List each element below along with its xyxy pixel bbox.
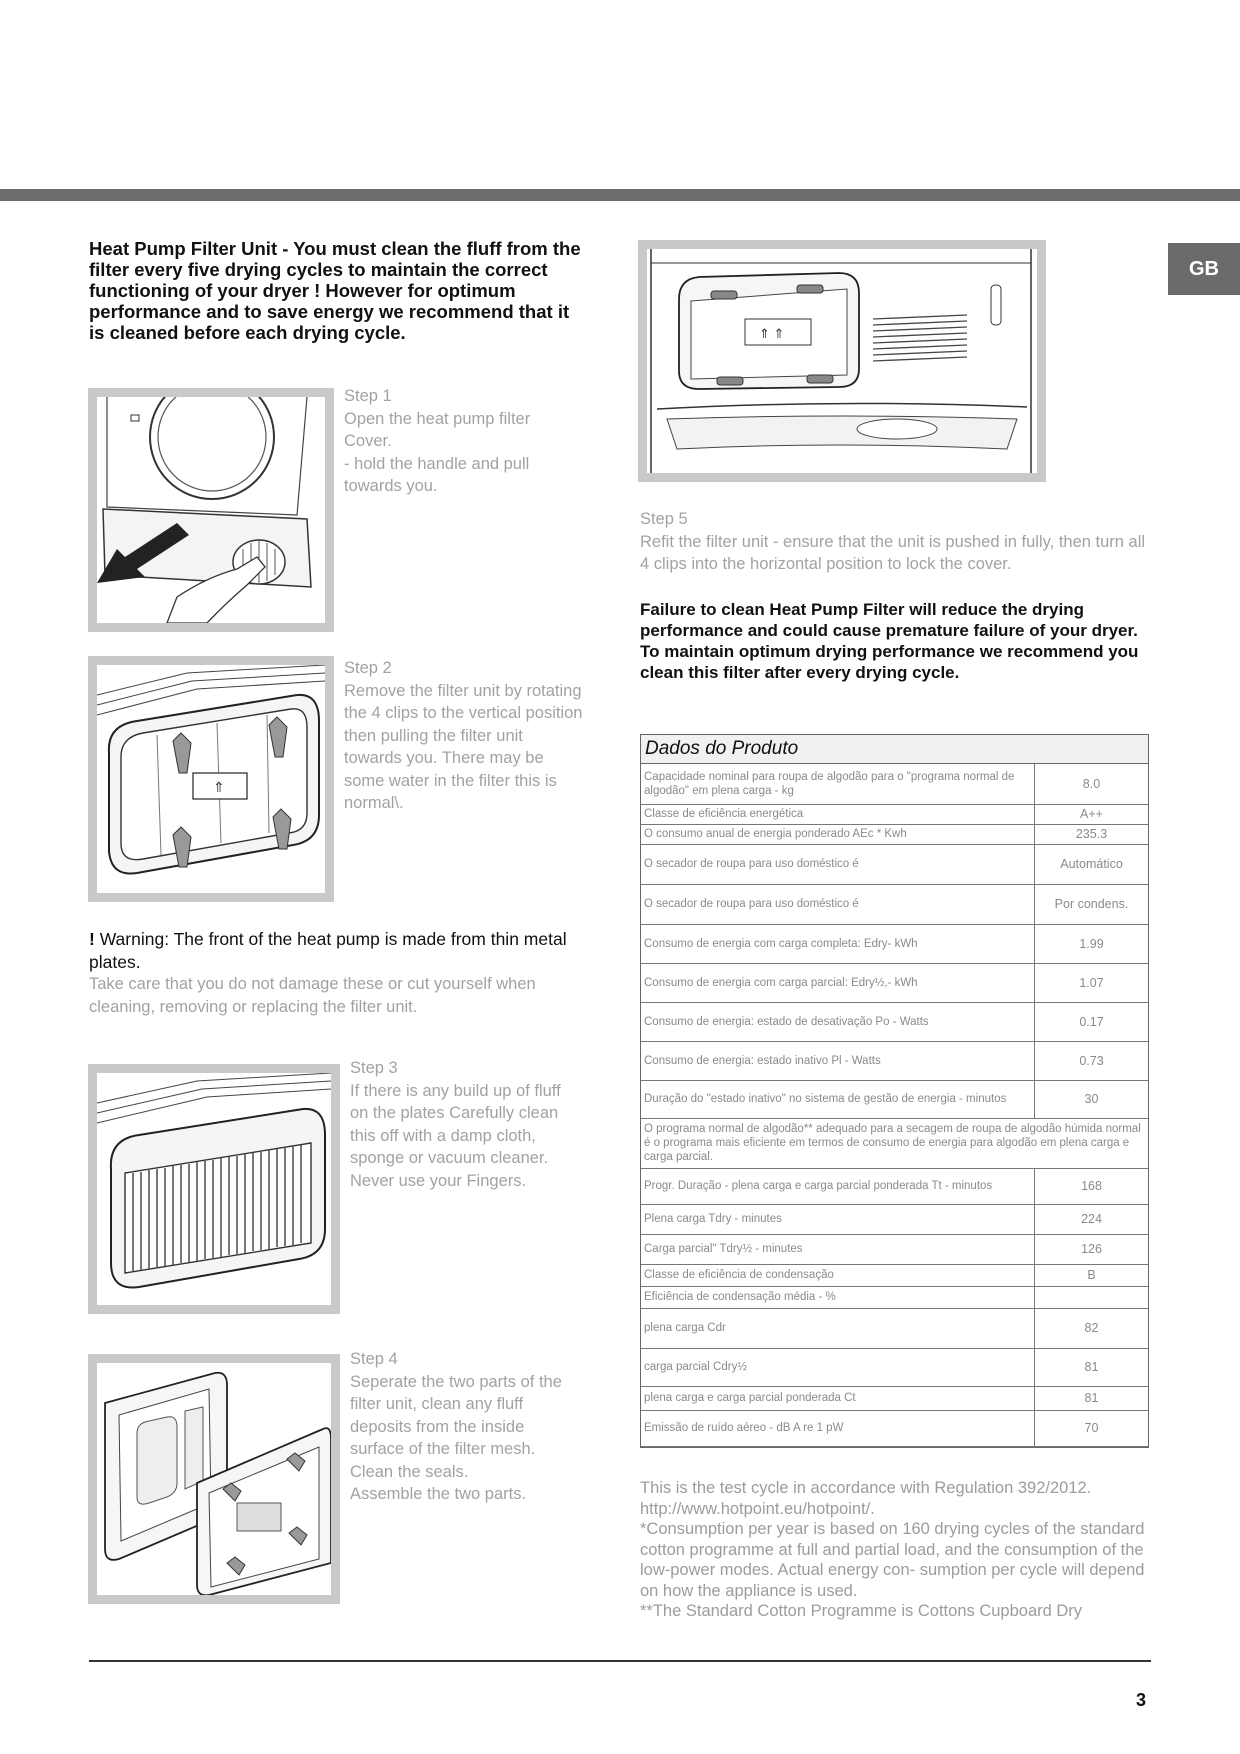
step3-body-2: Never use your Fingers. <box>350 1171 527 1190</box>
warning-bold-text: Warning: The front of the heat pump is made from thin metal plates. <box>89 929 567 972</box>
warning-block <box>89 928 589 1018</box>
row-value: 8.0 <box>1035 764 1149 804</box>
row-label: O programa normal de algodão** adequado para a secagem de roupa de algodão húmida normal é o programa mais eficiente em termos de consumo de energia para algodão em plena carga e carga parcial. <box>641 1118 1148 1168</box>
step1-body: Open the heat pump filter Cover. <box>344 409 531 450</box>
row-value: 1.07 <box>1035 963 1149 1002</box>
row-label: Consumo de energia: estado inativo Pl - Watts <box>641 1041 1035 1080</box>
row-value: 168 <box>1035 1168 1149 1204</box>
step1-text <box>344 385 554 498</box>
table-row <box>641 844 1148 884</box>
table-row <box>641 804 1148 824</box>
step5-text <box>640 508 1150 576</box>
step4-body-2: Clean the seals. <box>350 1462 469 1481</box>
row-label: Plena carga Tdry - minutes <box>641 1204 1035 1234</box>
table-row <box>641 1234 1148 1264</box>
table-row <box>641 924 1148 963</box>
table-row <box>641 1041 1148 1080</box>
row-value: 81 <box>1035 1386 1149 1410</box>
step4-label: Step 4 <box>350 1350 398 1368</box>
row-label: Eficiência de condensação média - % <box>641 1286 1035 1308</box>
step2-illustration <box>88 656 334 902</box>
row-label: Duração do "estado inativo" no sistema de gestão de energia - minutos <box>641 1080 1035 1118</box>
row-label: O consumo anual de energia ponderado AEc * Kwh <box>641 824 1035 844</box>
row-value: 126 <box>1035 1234 1149 1264</box>
product-data-table <box>640 734 1149 1448</box>
step3-label: Step 3 <box>350 1059 398 1077</box>
step4-text <box>350 1348 580 1506</box>
row-value: 82 <box>1035 1308 1149 1348</box>
maintain-text: To maintain optimum drying performance we recommend you clean this filter after every drying cycle. <box>640 642 1139 682</box>
row-value: A++ <box>1035 804 1149 824</box>
failure-text: Failure to clean Heat Pump Filter will reduce the drying performance and could cause premature failure of your dryer. <box>640 600 1138 640</box>
bottom-divider <box>89 1660 1151 1662</box>
row-label: Carga parcial" Tdry½ - minutes <box>641 1234 1035 1264</box>
row-label: carga parcial Cdry½ <box>641 1348 1035 1386</box>
row-label: Emissão de ruído aéreo - dB A re 1 pW <box>641 1410 1035 1446</box>
page-number: 3 <box>1136 1690 1147 1710</box>
row-label: plena carga e carga parcial ponderada Ct <box>641 1386 1035 1410</box>
table-row <box>641 963 1148 1002</box>
website-link[interactable]: http://www.hotpoint.eu/hotpoint/. <box>640 1499 875 1518</box>
row-value: 0.73 <box>1035 1041 1149 1080</box>
row-value: 1.99 <box>1035 924 1149 963</box>
table-row <box>641 1264 1148 1286</box>
table-row <box>641 1080 1148 1118</box>
step1-body-2: - hold the handle and pull towards you. <box>344 454 530 495</box>
step5-label: Step 5 <box>640 510 688 528</box>
row-value: 235.3 <box>1035 824 1149 844</box>
svg-text:⇑ ⇑: ⇑ ⇑ <box>759 326 785 341</box>
row-label: Classe de eficiência energética <box>641 804 1035 824</box>
row-value: Automático <box>1035 844 1149 884</box>
step2-body: Remove the filter unit by rotating the 4 clips to the vertical position then pulling the filter unit towards you. There may be some water in the filter this is normal\. <box>344 681 583 812</box>
table-row <box>641 1308 1148 1348</box>
table-row <box>641 1002 1148 1041</box>
row-value: Por condens. <box>1035 884 1149 924</box>
row-label: Consumo de energia com carga completa: Edry- kWh <box>641 924 1035 963</box>
row-label: Capacidade nominal para roupa de algodão para o "programa normal de algodão" em plena carga - kg <box>641 764 1035 804</box>
warning-mark: ! <box>89 929 95 949</box>
row-value: 0.17 <box>1035 1002 1149 1041</box>
row-label: Consumo de energia com carga parcial: Edry½,- kWh <box>641 963 1035 1002</box>
warning-detail: Take care that you do not damage these or cut yourself when cleaning, removing or replacing the filter unit. <box>89 975 536 1016</box>
row-value <box>1035 1286 1149 1308</box>
table-row <box>641 1286 1148 1308</box>
row-value: 224 <box>1035 1204 1149 1234</box>
table-row <box>641 1410 1148 1446</box>
row-label: Consumo de energia: estado de desativação Po - Watts <box>641 1002 1035 1041</box>
step3-illustration <box>88 1064 340 1314</box>
consumption-note: *Consumption per year is based on 160 drying cycles of the standard cotton programme at full and partial load, and the consumption of the low-power modes. Actual energy con- sumption per cycle will depend on how the appliance is used. <box>640 1520 1145 1600</box>
table-row <box>641 1348 1148 1386</box>
step1-illustration <box>88 388 334 632</box>
step3-text <box>350 1057 570 1192</box>
footnotes <box>640 1478 1160 1622</box>
table-row <box>641 824 1148 844</box>
row-label: Progr. Duração - plena carga e carga parcial ponderada Tt - minutos <box>641 1168 1035 1204</box>
intro-heading: Heat Pump Filter Unit - You must clean the fluff from the filter every five drying cycles to maintain the correct functioning of your dryer ! However for optimum performance and to save energy we recommend that it is cleaned before each drying cycle. <box>89 238 581 343</box>
table-row <box>641 884 1148 924</box>
table-row <box>641 764 1148 804</box>
regulation-note: This is the test cycle in accordance with Regulation 392/2012. <box>640 1479 1092 1497</box>
row-label: O secador de roupa para uso doméstico é <box>641 884 1035 924</box>
row-label: O secador de roupa para uso doméstico é <box>641 844 1035 884</box>
step2-label: Step 2 <box>344 659 392 677</box>
step4-body: Seperate the two parts of the filter unit, clean any fluff deposits from the inside surface of the filter mesh. <box>350 1372 562 1458</box>
step5-illustration <box>638 240 1046 482</box>
language-tab: GB <box>1168 243 1240 295</box>
step4-illustration <box>88 1354 340 1604</box>
cotton-programme-note: **The Standard Cotton Programme is Cottons Cupboard Dry <box>640 1602 1083 1620</box>
product-table-title: Dados do Produto <box>641 735 1148 764</box>
row-label: plena carga Cdr <box>641 1308 1035 1348</box>
row-value: B <box>1035 1264 1149 1286</box>
table-row <box>641 1118 1148 1168</box>
step2-text <box>344 657 584 815</box>
step4-body-3: Assemble the two parts. <box>350 1485 527 1503</box>
table-row <box>641 1386 1148 1410</box>
svg-text:⇑: ⇑ <box>213 779 225 795</box>
step1-label: Step 1 <box>344 387 392 405</box>
failure-warning <box>640 599 1160 683</box>
row-label: Classe de eficiência de condensação <box>641 1264 1035 1286</box>
row-value: 30 <box>1035 1080 1149 1118</box>
table-row <box>641 1168 1148 1204</box>
row-value: 70 <box>1035 1410 1149 1446</box>
row-value: 81 <box>1035 1348 1149 1386</box>
step5-body: Refit the filter unit - ensure that the unit is pushed in fully, then turn all 4 clips into the horizontal position to lock the cover. <box>640 532 1146 573</box>
table-row <box>641 1204 1148 1234</box>
top-divider-bar <box>0 189 1240 201</box>
step3-body: If there is any build up of fluff on the plates Carefully clean this off with a damp cloth, sponge or vacuum cleaner. <box>350 1081 561 1167</box>
